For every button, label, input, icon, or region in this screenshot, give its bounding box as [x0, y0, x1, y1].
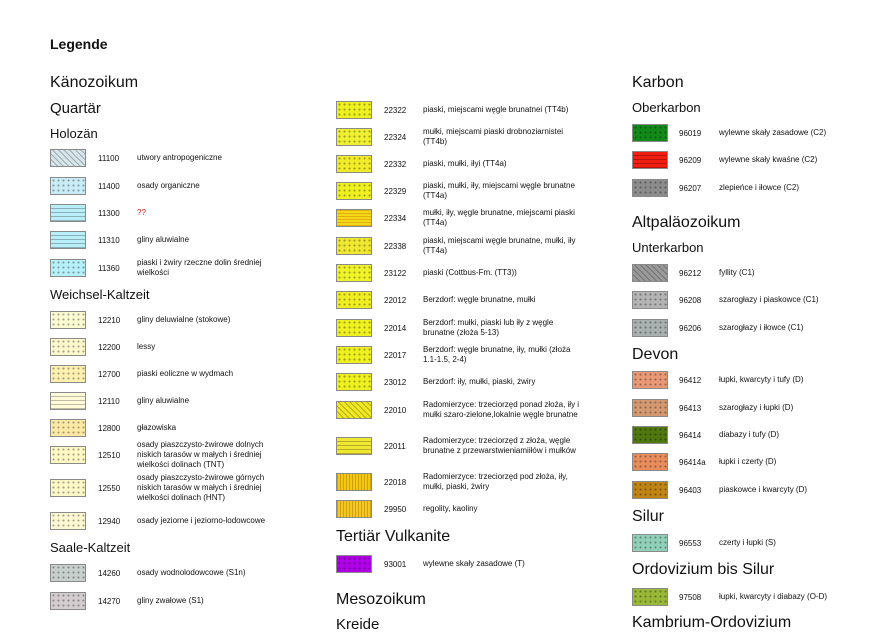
legend-description: ??	[137, 208, 146, 217]
legend-swatch	[632, 399, 668, 417]
legend-code: 12210	[98, 316, 121, 325]
legend-description: wylewne skały zasadowe (C2)	[719, 128, 827, 137]
legend-description: piaski, mułki, iły, miejscami węgle brunatne (TT4a)	[423, 181, 575, 200]
legend-code: 96413	[679, 404, 702, 413]
legend-description: czerty i łupki (S)	[719, 538, 776, 547]
legend-description: osady wodnolodowcowe (S1n)	[137, 568, 246, 577]
legend-swatch	[336, 500, 372, 518]
legend-swatch	[632, 588, 668, 606]
legend-swatch	[632, 291, 668, 309]
heading-kaenozoikum: Känozoikum	[50, 74, 139, 91]
heading-saale: Saale-Kaltzeit	[50, 540, 131, 555]
legend-code: 23012	[384, 378, 407, 387]
legend-description: piaskowce i kwarcyty (D)	[719, 485, 808, 494]
legend-code: 96207	[679, 184, 702, 193]
legend-description: osady piaszczysto-żwirowe dolnych niskich tarasów w małych i średniej wielkości dolinach (TNT)	[137, 440, 264, 469]
legend-code: 12110	[98, 397, 120, 406]
legend-description: osady jeziorne i jeziorno-lodowcowe	[137, 516, 266, 525]
legend-description: lessy	[137, 342, 156, 351]
legend-row	[0, 499, 892, 521]
heading-mesozoikum: Mesozoikum	[336, 591, 426, 608]
legend-description: piaski, miejscami węgle brunatnei (TT4b)	[423, 105, 569, 114]
legend-description: piaski (Cottbus-Fm. (TT3))	[423, 268, 517, 277]
legend-description: Radomierzyce: trzeciorzęd ponad złoża, iły i mułki szaro-zielone,lokalnie węgle brunatne	[423, 400, 580, 419]
legend-swatch	[632, 124, 668, 142]
legend-row	[0, 263, 892, 285]
legend-row	[0, 587, 892, 609]
legend-code: 23122	[384, 269, 407, 278]
legend-swatch	[632, 264, 668, 282]
legend-code: 12700	[98, 370, 121, 379]
legend-description: piaski, miejscami węgle brunatne, mułki, iły (TT4a)	[423, 236, 576, 255]
legend-code: 97508	[679, 593, 702, 602]
legend-description: wylewne skały kwaśne (C2)	[719, 155, 818, 164]
legend-code: 96414a	[679, 458, 706, 467]
legend-description: szarogłazy i łupki (D)	[719, 403, 794, 412]
legend-code: 96553	[679, 539, 702, 548]
legend-code: 96208	[679, 296, 702, 305]
legend-code: 22329	[384, 187, 407, 196]
legend-code: 22018	[384, 478, 407, 487]
legend-description: wylewne skały zasadowe (T)	[423, 559, 525, 568]
legend-code: 11100	[98, 154, 120, 163]
heading-holozaen: Holozän	[50, 126, 98, 141]
legend-code: 11400	[98, 182, 120, 191]
legend-code: 22324	[384, 133, 407, 142]
legend-code: 12940	[98, 517, 121, 526]
legend-description: łupki i czerty (D)	[719, 457, 777, 466]
legend-description: mułki, iły, węgle brunatne, miejscami piaski (TT4a)	[423, 208, 575, 227]
legend-code: 29950	[384, 505, 407, 514]
legend-code: 96403	[679, 486, 702, 495]
legend-row	[0, 318, 892, 340]
legend-description: Berzdorf: mułki, piaski lub iły z węgle brunatne (złoża 5-13)	[423, 318, 554, 337]
legend-code: 11310	[98, 236, 120, 245]
legend-description: piaski eoliczne w wydmach	[137, 369, 234, 378]
legend-description: mułki, miejscami piaski drobnoziarnistei (TT4b)	[423, 127, 564, 146]
legend-description: Berzdorf: węgle brunatne, iły, mułki (złoża 1.1-1.5, 2-4)	[423, 345, 571, 364]
legend-row	[0, 290, 892, 312]
heading-ordovizium-silur: Ordovizium bis Silur	[632, 561, 775, 578]
legend-code: 12800	[98, 424, 121, 433]
legend-swatch	[336, 555, 372, 573]
legend-description: gliny deluwialne (stokowe)	[137, 315, 231, 324]
legend-row	[0, 398, 892, 420]
legend-description: piaski, mułki, iłyi (TT4a)	[423, 159, 507, 168]
legend-swatch	[632, 481, 668, 499]
legend-swatch	[336, 346, 372, 364]
legend-code: 93001	[384, 560, 407, 569]
legend-code: 22010	[384, 406, 407, 415]
legend-code: 14260	[98, 569, 121, 578]
legend-swatch	[632, 319, 668, 337]
legend-swatch	[632, 151, 668, 169]
legend-code: 96414	[679, 431, 702, 440]
legend-code: 12550	[98, 484, 121, 493]
legend-row	[0, 370, 892, 392]
legend-row	[0, 554, 892, 576]
heading-altpalaeozoikum: Altpaläozoikum	[632, 214, 741, 231]
legend-description: osady piaszczysto-żwirowe górnych niskich tarasów w małych i średniej wielkości dolinach (HNT)	[137, 473, 265, 502]
legend-description: zlepieńce i iłowce (C2)	[719, 183, 800, 192]
legend-description: szarogłazy i piaskowce (C1)	[719, 295, 819, 304]
heading-tertiaer-vulkanite: Tertiär Vulkanite	[336, 528, 451, 545]
legend-code: 22017	[384, 351, 407, 360]
legend-code: 96206	[679, 324, 702, 333]
legend-row	[0, 452, 892, 474]
legend-row	[0, 425, 892, 447]
legend-row	[0, 178, 892, 200]
legend-code: 22338	[384, 242, 407, 251]
legend-row	[0, 100, 892, 122]
legend-row	[0, 123, 892, 145]
heading-weichsel: Weichsel-Kaltzeit	[50, 287, 150, 302]
legend-description: Berzdorf: iły, mułki, piaski, żwiry	[423, 377, 536, 386]
legend-swatch	[336, 101, 372, 119]
heading-oberkarbon: Oberkarbon	[632, 100, 701, 115]
legend-code: 22334	[384, 214, 407, 223]
legend-row	[0, 208, 892, 230]
legend-swatch	[632, 371, 668, 389]
legend-code: 22014	[384, 324, 407, 333]
legend-description: Radomierzyce: trzeciorzęd z złoża, węgle brunatne z przewarstwieniamiiłów i mułków	[423, 436, 576, 455]
heading-unterkarbon: Unterkarbon	[632, 240, 704, 255]
legend-description: utwory antropogeniczne	[137, 153, 222, 162]
legend-code: 96412	[679, 376, 702, 385]
legend-row	[0, 345, 892, 367]
legend-code: 96019	[679, 129, 702, 138]
legend-code: 12200	[98, 343, 121, 352]
legend-description: łupki, kwarcyty i diabazy (O-D)	[719, 592, 828, 601]
legend-code: 22011	[384, 442, 406, 451]
heading-kreide: Kreide	[336, 616, 380, 633]
legend-code: 14270	[98, 597, 121, 606]
legend-row	[0, 150, 892, 172]
legend-swatch	[336, 237, 372, 255]
legend-description: gliny aluwialne	[137, 396, 190, 405]
heading-karbon: Karbon	[632, 74, 684, 91]
legend-code: 12510	[98, 451, 121, 460]
legend-description: regolity, kaoliny	[423, 504, 478, 513]
legend-row	[0, 236, 892, 258]
legend-description: Berzdorf: węgle brunatne, mułki	[423, 295, 536, 304]
legend-code: 96209	[679, 156, 702, 165]
legend-swatch	[632, 426, 668, 444]
legend-code: 11300	[98, 209, 120, 218]
legend-row	[0, 533, 892, 555]
legend-description: piaski i żwiry rzeczne dolin średniej wielkości	[137, 258, 262, 277]
legend-description: gliny aluwialne	[137, 235, 190, 244]
legend-description: fyllity (C1)	[719, 268, 755, 277]
legend-code: 22322	[384, 106, 407, 115]
legend-code: 11360	[98, 264, 120, 273]
legend-code: 22012	[384, 296, 407, 305]
legend-row	[0, 480, 892, 502]
legend-swatch	[632, 453, 668, 471]
legend-description: osady organiczne	[137, 181, 200, 190]
legend-swatch	[632, 534, 668, 552]
legend-swatch	[336, 209, 372, 227]
legend-description: Radomierzyce: trzeciorzęd pod złoża, iły, mułki, piaski, żwiry	[423, 472, 568, 491]
heading-devon: Devon	[632, 346, 679, 363]
legend-swatch	[632, 179, 668, 197]
legend-description: gliny zwałowe (S1)	[137, 596, 204, 605]
legend-title: Legende	[50, 36, 108, 52]
legend-description: głazowiska	[137, 423, 177, 432]
legend-code: 22332	[384, 160, 407, 169]
heading-kambrium-ordovizium: Kambrium-Ordovizium	[632, 614, 792, 631]
legend-description: szarogłazy i iłowce (C1)	[719, 323, 804, 332]
heading-quartaer: Quartär	[50, 100, 101, 117]
legend-description: łupki, kwarcyty i tufy (D)	[719, 375, 804, 384]
legend-description: diabazy i tufy (D)	[719, 430, 780, 439]
legend-code: 96212	[679, 269, 702, 278]
heading-silur: Silur	[632, 508, 665, 525]
